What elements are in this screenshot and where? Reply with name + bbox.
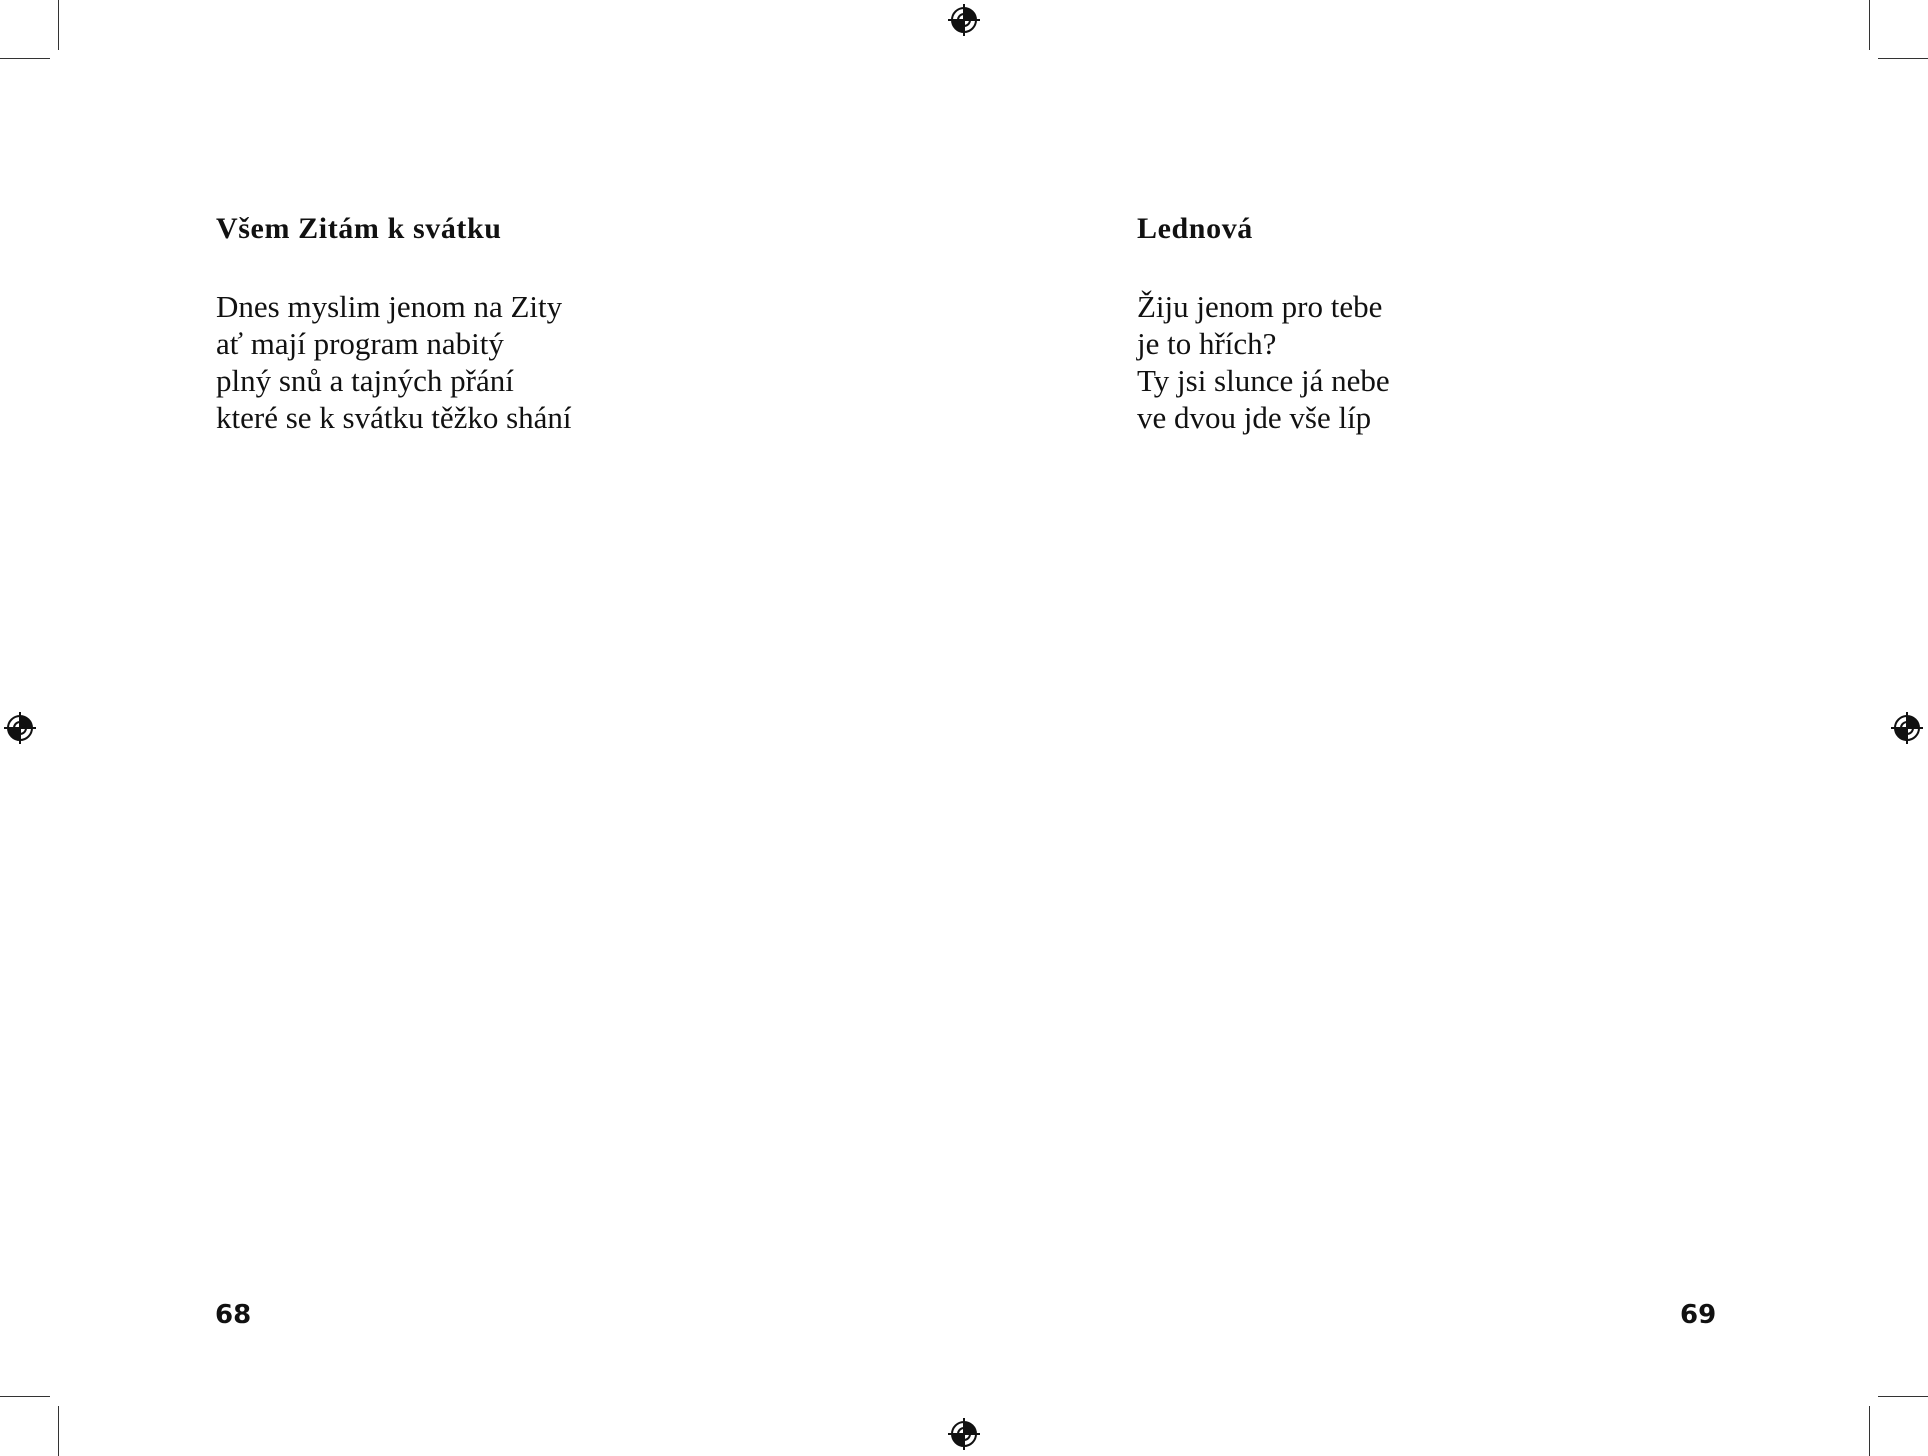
crop-mark-top-left-vertical (58, 0, 59, 50)
right-poem-lines (1137, 288, 1390, 436)
crop-mark-top-right-horizontal (1878, 58, 1928, 59)
right-poem (1137, 206, 1390, 436)
left-poem-lines (216, 288, 572, 436)
left-page-number: 68 (215, 1300, 252, 1330)
poem-line: Dnes myslim jenom na Zity (216, 289, 563, 324)
poem-line: ve dvou jde vše líp (1137, 400, 1372, 435)
crop-mark-bottom-left-horizontal (0, 1396, 50, 1397)
right-page (964, 0, 1928, 1456)
poem-line: Žiju jenom pro tebe (1137, 289, 1383, 324)
poem-line: plný snů a tajných přání (216, 363, 514, 398)
left-poem (216, 206, 572, 436)
crop-mark-bottom-left-vertical (58, 1406, 59, 1456)
poem-line: které se k svátku těžko shání (216, 400, 572, 435)
poem-line: Ty jsi slunce já nebe (1137, 363, 1390, 398)
registration-mark-icon (947, 1417, 981, 1451)
crop-mark-top-right-vertical (1869, 0, 1870, 50)
crop-mark-bottom-right-vertical (1869, 1406, 1870, 1456)
crop-mark-top-left-horizontal (0, 58, 50, 59)
right-poem-title: Lednová (1137, 212, 1253, 245)
right-page-number: 69 (1680, 1300, 1717, 1330)
poem-line: je to hřích? (1137, 326, 1277, 361)
left-poem-title: Všem Zitám k svátku (216, 212, 502, 245)
poem-line: ať mají program nabitý (216, 326, 504, 361)
crop-mark-bottom-right-horizontal (1878, 1396, 1928, 1397)
registration-mark-icon (3, 711, 37, 745)
registration-mark-icon (947, 3, 981, 37)
registration-mark-icon (1890, 711, 1924, 745)
